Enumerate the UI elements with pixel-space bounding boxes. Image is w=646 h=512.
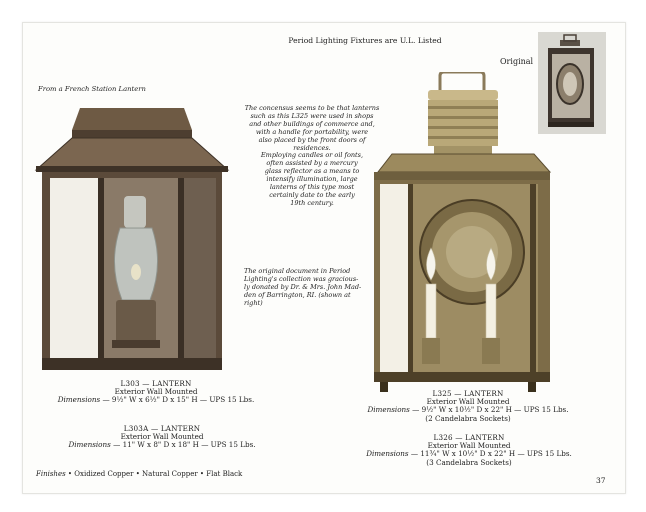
history-line: also placed by the front doors of: [258, 135, 366, 144]
product-note: (2 Candelabra Sockets): [425, 413, 511, 423]
product-title: L303 — LANTERN: [120, 379, 192, 388]
dimensions-label: Dimensions: [366, 449, 409, 459]
donation-paragraph: [244, 268, 364, 308]
dimensions-value: — 11" W x 8" D x 18" H — UPS 15 Lbs.: [113, 440, 256, 450]
history-line: residences.: [293, 143, 331, 152]
donation-line: Lighting's collection was gracious-: [244, 274, 359, 283]
spec-l325: [358, 390, 578, 423]
dimensions-label: Dimensions: [367, 405, 410, 415]
product-mount: Exterior Wall Mounted: [427, 441, 511, 451]
copper-lantern-photo: [32, 104, 232, 374]
product-title: L325 — LANTERN: [432, 389, 504, 398]
history-line: Employing candles or oil fonts,: [260, 151, 364, 160]
left-photo-caption: From a French Station Lantern: [38, 85, 146, 93]
dimensions-label: Dimensions: [68, 440, 111, 450]
history-line: often assisted by a mercury: [266, 159, 358, 168]
page-number: 37: [596, 476, 606, 485]
product-mount: Exterior Wall Mounted: [426, 397, 510, 407]
product-title: L326 — LANTERN: [433, 433, 505, 442]
history-line: glass reflector as a means to: [264, 167, 360, 176]
spec-l303a: [42, 425, 282, 450]
history-line: with a handle for portability, were: [255, 127, 369, 136]
history-line: and other buildings of commerce and,: [249, 119, 375, 128]
history-line: intensify illumination, large: [266, 175, 358, 184]
page-header: Period Lighting Fixtures are U.L. Listed: [288, 36, 442, 45]
spec-l303: [36, 380, 276, 405]
history-line: The concensus seems to be that lanterns: [244, 104, 380, 112]
brass-lantern-photo: [362, 72, 554, 394]
product-note: (3 Candelabra Sockets): [426, 457, 512, 467]
history-line: 19th century.: [290, 198, 334, 207]
finishes-text: • Oxidized Copper • Natural Copper • Flat Black: [67, 470, 243, 478]
product-dimensions: [36, 396, 276, 404]
spec-l326: [356, 434, 582, 467]
product-mount: Exterior Wall Mounted: [120, 432, 204, 442]
history-paragraph: [244, 105, 380, 208]
product-title: L303A — LANTERN: [123, 424, 201, 433]
finishes-line: [36, 470, 242, 478]
dimensions-value: — 9½" W x 10½" D x 22" H — UPS 15 Lbs.: [412, 405, 569, 415]
history-line: certainly date to the early: [269, 190, 355, 199]
donation-line: right): [244, 298, 263, 307]
dimensions-value: — 11¾" W x 10½" D x 22" H — UPS 15 Lbs.: [410, 449, 572, 459]
donation-line: The original document in Period: [244, 267, 351, 275]
history-line: lanterns of this type most: [269, 183, 355, 192]
donation-line: ly donated by Dr. & Mrs. John Mad-: [244, 282, 362, 291]
original-label: Original: [500, 57, 534, 66]
dimensions-value: — 9½" W x 6½" D x 15" H — UPS 15 Lbs.: [102, 395, 255, 405]
finishes-label: Finishes: [36, 470, 66, 478]
donation-line: den of Barrington, RI. (shown at: [244, 290, 351, 299]
product-dimensions: [42, 441, 282, 449]
product-mount: Exterior Wall Mounted: [114, 387, 198, 397]
history-line: such as this L325 were used in shops: [250, 111, 374, 120]
dimensions-label: Dimensions: [57, 395, 101, 405]
